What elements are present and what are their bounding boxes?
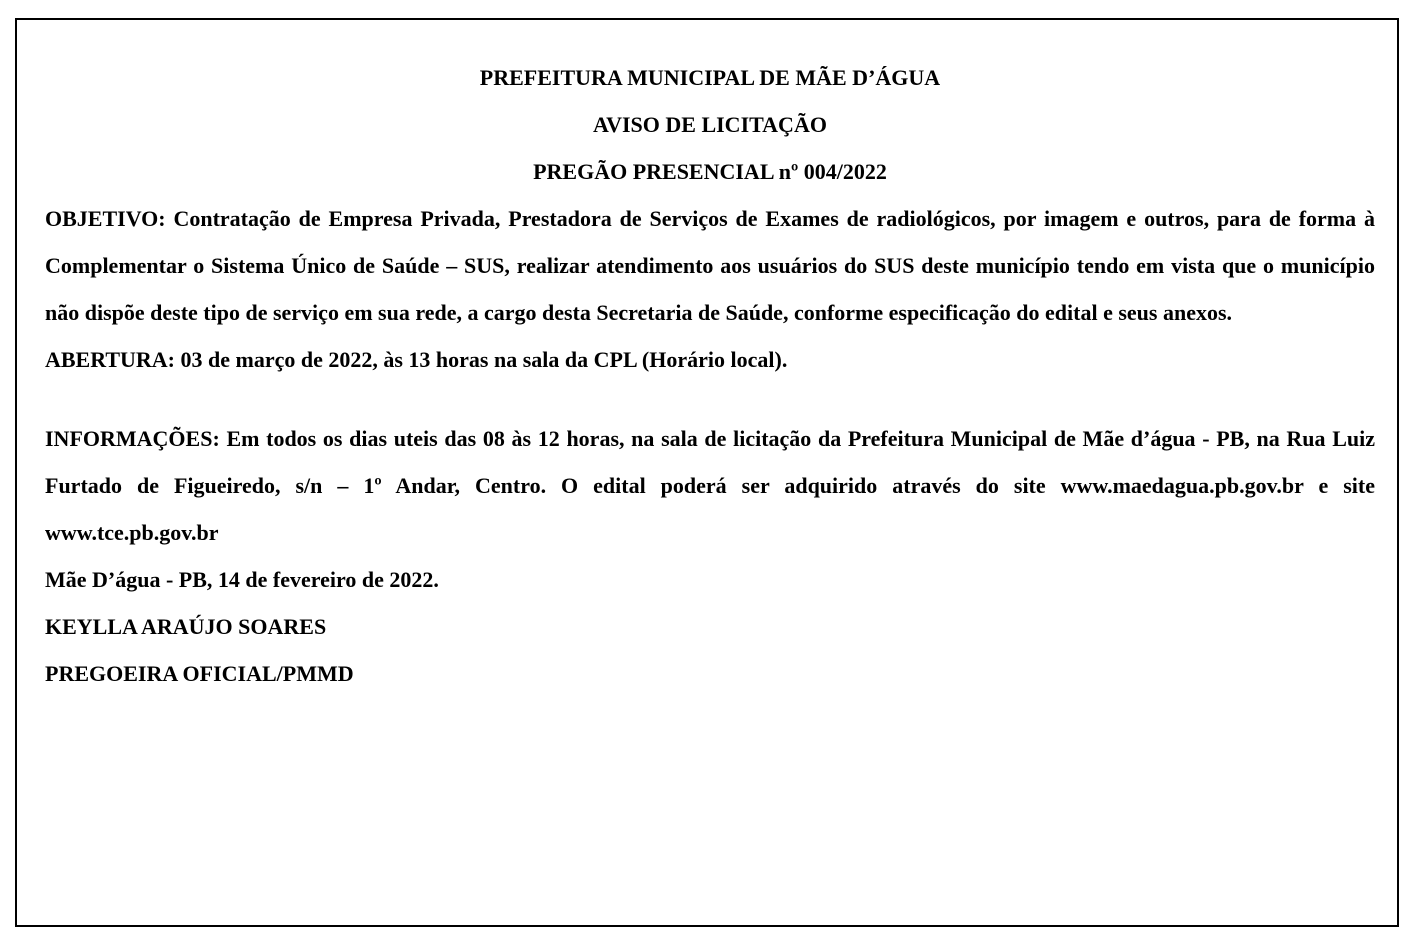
place-date-line: Mãe D’água - PB, 14 de fevereiro de 2022. — [45, 567, 439, 592]
process-heading: PREGÃO PRESENCIAL nº 004/2022 — [533, 159, 887, 184]
objetivo-paragraph: OBJETIVO: Contratação de Empresa Privada, Prestadora de Serviços de Exames de radiológicos, por imagem e outros, para de forma à Complementar o Sistema Único de Saúde – SUS, realizar atendimento aos usuários do SUS deste município tendo em vista que o município não dispõe deste tipo de serviço em sua rede, a cargo desta Secretaria de Saúde, conforme especificação do edital e seus anexos. — [45, 206, 1375, 325]
informacoes-paragraph: INFORMAÇÕES: Em todos os dias uteis das 08 às 12 horas, na sala de licitação da Prefeitura Municipal de Mãe d’água - PB, na Rua Luiz Furtado de Figueiredo, s/n – 1º Andar, Centro. O edital poderá ser adquirido através do site www.maedagua.pb.gov.br e site www.tce.pb.gov.br — [45, 426, 1375, 545]
abertura-paragraph: ABERTURA: 03 de março de 2022, às 13 horas na sala da CPL (Horário local). — [45, 347, 788, 372]
notice-content — [45, 54, 1375, 697]
notice-type-heading: AVISO DE LICITAÇÃO — [593, 112, 827, 137]
signatory-role: PREGOEIRA OFICIAL/PMMD — [45, 661, 354, 686]
notice-frame — [15, 18, 1399, 927]
municipality-heading: PREFEITURA MUNICIPAL DE MÃE D’ÁGUA — [479, 65, 941, 90]
signatory-name: KEYLLA ARAÚJO SOARES — [45, 614, 327, 639]
